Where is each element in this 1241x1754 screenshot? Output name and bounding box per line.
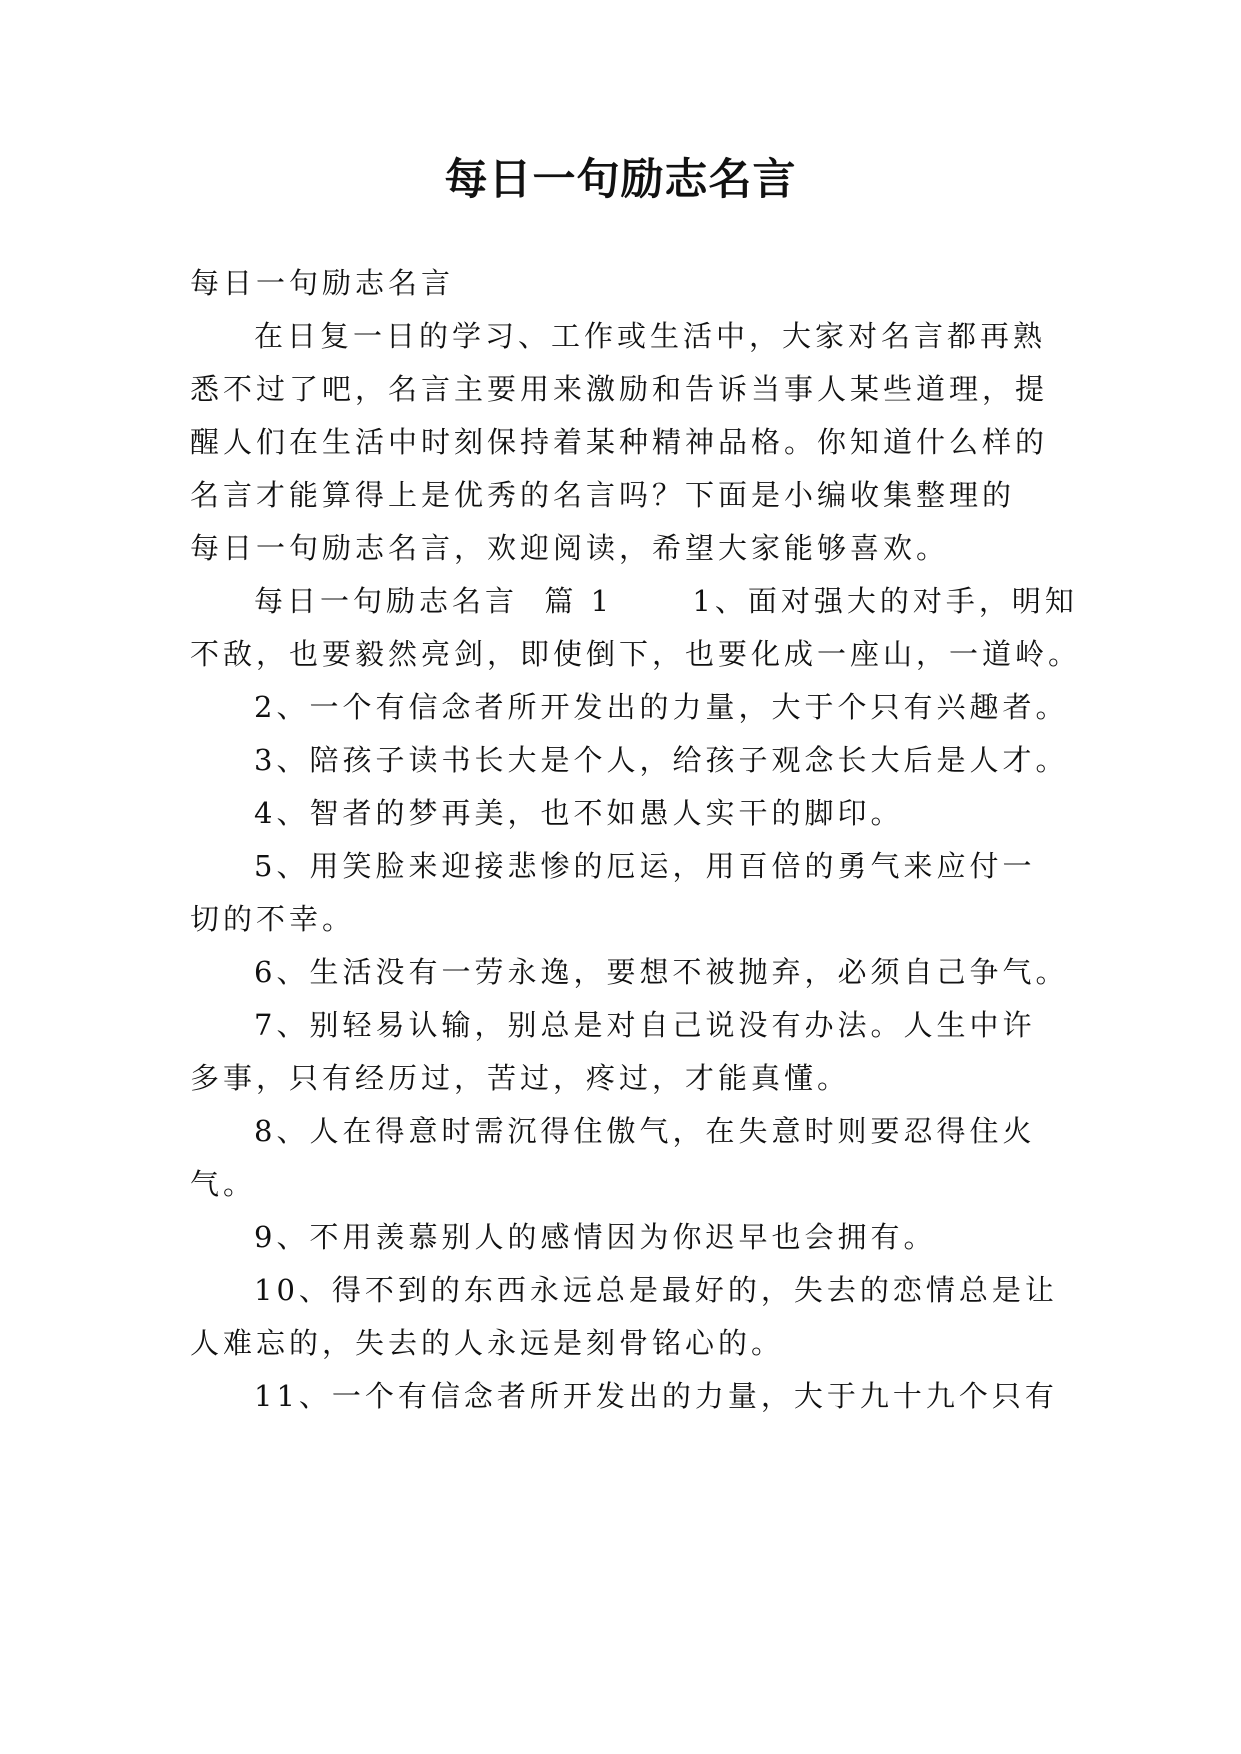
quote-line: 7、别轻易认输，别总是对自己说没有办法。人生中许 [254, 1008, 1036, 1042]
quote-line: 4、智者的梦再美，也不如愚人实干的脚印。 [254, 796, 904, 830]
paragraph-line: 每日一句励志名言，欢迎阅读，希望大家能够喜欢。 [190, 531, 950, 565]
quote-section-line: 每日一句励志名言 篇 1 1、面对强大的对手，明知 [254, 584, 1078, 618]
quote-line: 9、不用羡慕别人的感情因为你迟早也会拥有。 [254, 1220, 937, 1254]
quote-line: 5、用笑脸来迎接悲惨的厄运，用百倍的勇气来应付一 [254, 849, 1036, 883]
section-heading: 每日一句励志名言 [190, 266, 455, 300]
quote-line: 6、生活没有一劳永逸，要想不被抛弃，必须自己争气。 [254, 955, 1069, 989]
quote-line: 不敌，也要毅然亮剑，即使倒下，也要化成一座山，一道岭。 [190, 637, 1082, 671]
paragraph-line: 悉不过了吧，名言主要用来激励和告诉当事人某些道理，提 [190, 372, 1049, 406]
paragraph-line: 在日复一日的学习、工作或生活中，大家对名言都再熟 [254, 319, 1047, 353]
paragraph-line: 名言才能算得上是优秀的名言吗？下面是小编收集整理的 [190, 478, 1016, 512]
quote-line: 2、一个有信念者所开发出的力量，大于个只有兴趣者。 [254, 690, 1069, 724]
quote-line: 10、得不到的东西永远总是最好的，失去的恋情总是让 [254, 1273, 1058, 1307]
quote-line: 人难忘的，失去的人永远是刻骨铭心的。 [190, 1326, 785, 1360]
quote-line: 8、人在得意时需沉得住傲气，在失意时则要忍得住火 [254, 1114, 1036, 1148]
quote-line: 3、陪孩子读书长大是个人，给孩子观念长大后是人才。 [254, 743, 1069, 777]
quote-line: 11、一个有信念者所开发出的力量，大于九十九个只有 [254, 1379, 1058, 1413]
document-title: 每日一句励志名言 [444, 155, 797, 205]
quote-line: 切的不幸。 [190, 902, 356, 936]
quote-line: 气。 [190, 1167, 257, 1201]
quote-line: 多事，只有经历过，苦过，疼过，才能真懂。 [190, 1061, 851, 1095]
paragraph-line: 醒人们在生活中时刻保持着某种精神品格。你知道什么样的 [190, 425, 1049, 459]
